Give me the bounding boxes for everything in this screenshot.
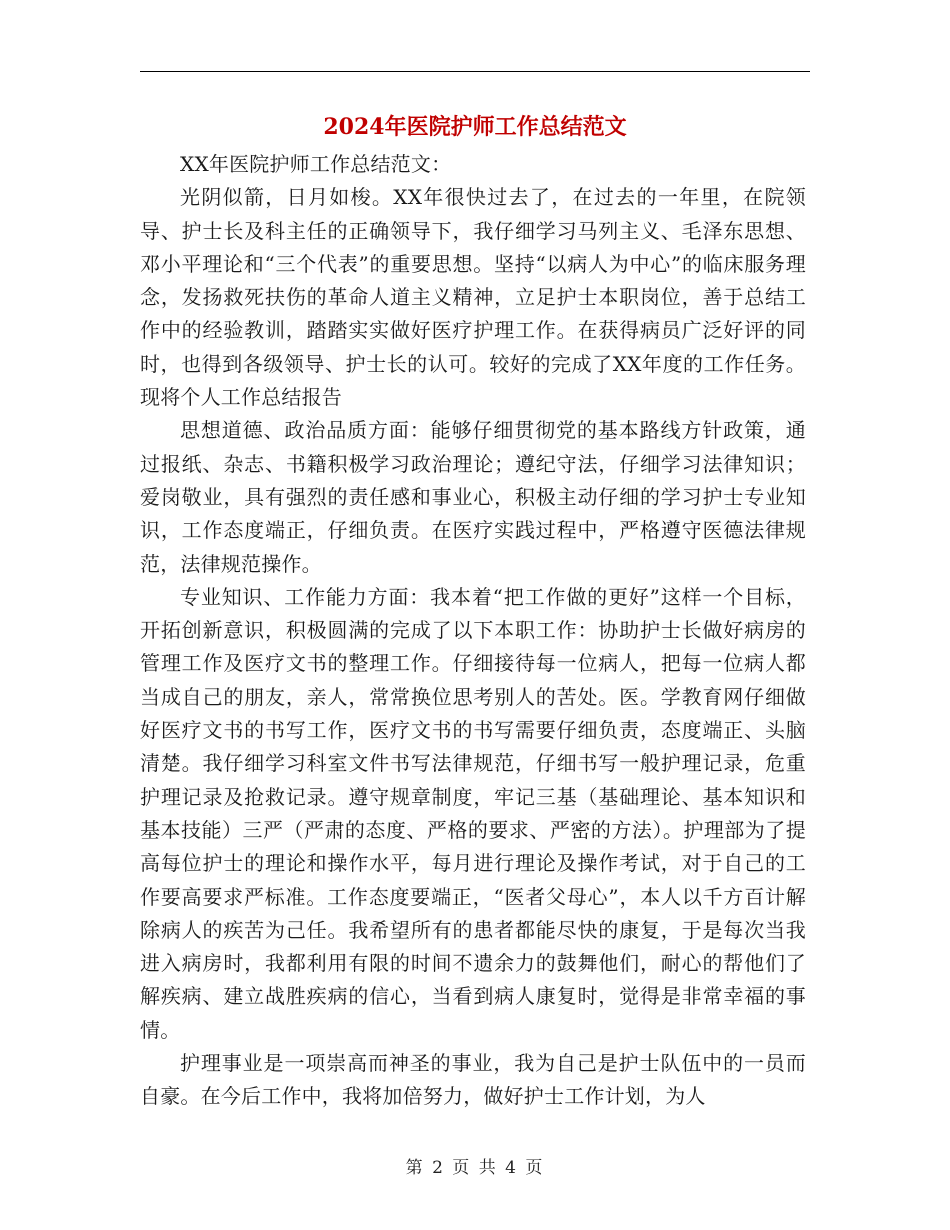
paragraph-professional: 专业知识、工作能力方面：我本着“把工作做的更好”这样一个目标，开拓创新意识，积极圆满的完成了以下本职工作：协助护士长做好病房的管理工作及医疗文书的整理工作。仔细接待每一位病人，把每一位病人都当成自己的朋友，亲人，常常换位思考别人的苦处。医。学教育网仔细做好医疗文书的书写工作，医疗文书的书写需要仔细负责，态度端正、头脑清楚。我仔细学习科室文件书写法律规范，仔细书写一般护理记录，危重护理记录及抢救记录。遵守规章制度，牢记三基（基础理论、基本知识和基本技能）三严（严肃的态度、严格的要求、严密的方法）。护理部为了提高每位护士的理论和操作水平，每月进行理论及操作考试，对于自己的工作要高要求严标准。工作态度要端正，“医者父母心”，本人以千方百计解除病人的疾苦为己任。我希望所有的患者都能尽快的康复，于是每次当我进入病房时，我都利用有限的时间不遗余力的鼓舞他们，耐心的帮他们了解疾病、建立战胜疾病的信心，当看到病人康复时，觉得是非常幸福的事情。 [140,584,806,1042]
footer-suffix: 页 [525,1158,545,1178]
footer-middle: 页 共 [452,1158,498,1178]
document-title: 2024年医院护师工作总结范文 [323,114,627,140]
paragraph-conclusion: 护理事业是一项崇高而神圣的事业，我为自己是护士队伍中的一员而自豪。在今后工作中，我将加倍努力，做好护士工作计划，为人 [140,1051,806,1109]
footer-current-page: 2 [432,1158,445,1178]
paragraph-ideology: 思想道德、政治品质方面：能够仔细贯彻党的基本路线方针政策，通过报纸、杂志、书籍积极学习政治理论；遵纪守法，仔细学习法律知识；爱岗敬业，具有强烈的责任感和事业心，积极主动仔细的学习护士专业知识，工作态度端正，仔细负责。在医疗实践过程中，严格遵守医德法律规范，法律规范操作。 [140,418,806,576]
header-rule [140,71,810,72]
paragraph-heading: XX年医院护师工作总结范文： [180,152,452,176]
page-footer [0,1153,950,1178]
footer-total-pages: 4 [505,1158,518,1178]
document-body [140,148,806,1114]
paragraph-intro: 光阴似箭，日月如梭。XX年很快过去了，在过去的一年里，在院领导、护士长及科主任的正确领导下，我仔细学习马列主义、毛泽东思想、邓小平理论和“三个代表”的重要思想。坚持“以病人为中心”的临床服务理念，发扬救死扶伤的革命人道主义精神，立足护士本职岗位，善于总结工作中的经验教训，踏踏实实做好医疗护理工作。在获得病员广泛好评的同时，也得到各级领导、护士长的认可。较好的完成了XX年度的工作任务。现将个人工作总结报告 [140,185,806,410]
footer-prefix: 第 [405,1158,425,1178]
